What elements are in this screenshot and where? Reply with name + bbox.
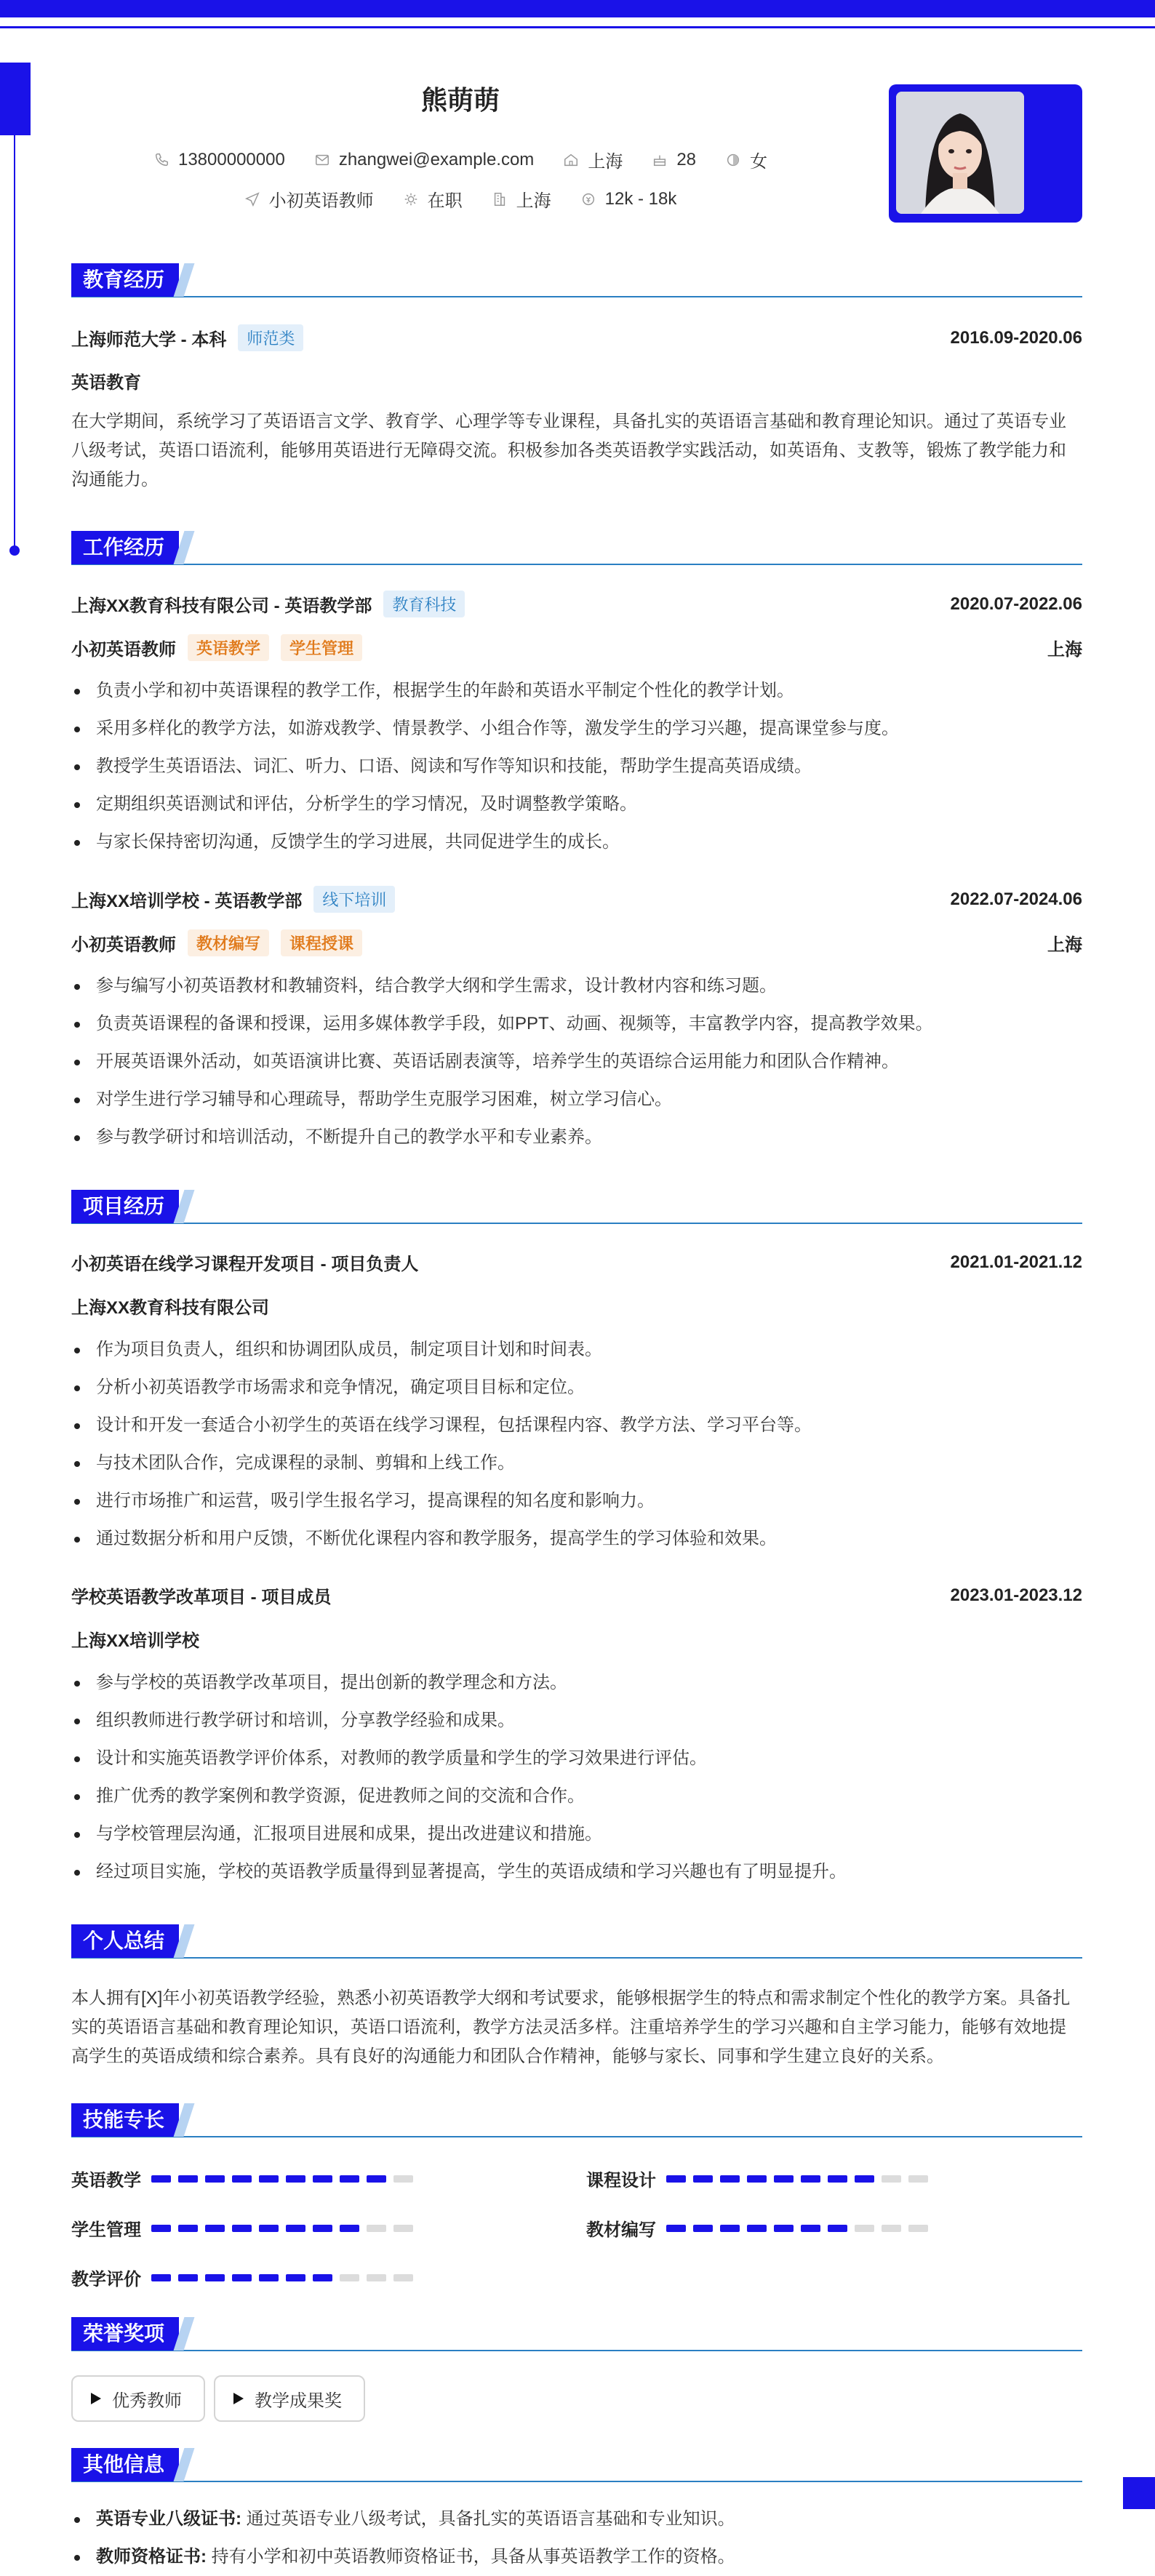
project-1-header bbox=[71, 1249, 1082, 1275]
skill-level-segment bbox=[232, 2225, 252, 2232]
send-icon bbox=[244, 191, 260, 207]
skill-level-segment bbox=[151, 2274, 171, 2281]
skill-level-segment bbox=[693, 2175, 713, 2183]
skill-level-segment bbox=[232, 2175, 252, 2183]
list-item: 参与学校的英语教学改革项目，提出创新的教学理念和方法。 bbox=[71, 1664, 1082, 1702]
work-1-location: 上海 bbox=[1047, 640, 1082, 660]
skill-level-segment bbox=[313, 2225, 332, 2232]
award-badge bbox=[214, 2375, 365, 2422]
project-1-date: 2021.01-2021.12 bbox=[950, 1252, 1082, 1272]
skill-level-segment bbox=[774, 2175, 794, 2183]
home-icon bbox=[563, 152, 579, 168]
skill-level-segment bbox=[286, 2175, 305, 2183]
skill-level-segment bbox=[313, 2175, 332, 2183]
work-section-header bbox=[71, 531, 1082, 564]
skill-item bbox=[586, 2166, 935, 2191]
school-name: 上海师范大学 - 本科 bbox=[71, 330, 227, 350]
skill-level-segment bbox=[720, 2175, 740, 2183]
skills-section bbox=[71, 2103, 1082, 2137]
summary-section-title: 个人总结 bbox=[71, 1924, 179, 1958]
skill-level-segment bbox=[855, 2175, 874, 2183]
target-city-info bbox=[492, 186, 551, 212]
skill-level-segment bbox=[205, 2225, 225, 2232]
work-1-duties bbox=[71, 672, 1082, 861]
skill-level-segment bbox=[178, 2225, 198, 2232]
work-2-date: 2022.07-2024.06 bbox=[950, 889, 1082, 909]
work-2-role: 小初英语教师 bbox=[71, 935, 176, 955]
work-1-skill-tag: 英语教学 bbox=[188, 634, 269, 661]
skill-level-segment bbox=[666, 2225, 686, 2232]
other-text: 持有小学和初中英语教师资格证书，具备从事英语教学工作的资格。 bbox=[211, 2547, 735, 2567]
work-2-duties bbox=[71, 967, 1082, 1156]
list-item: 与学校管理层沟通，汇报项目进展和成果，提出改进建议和措施。 bbox=[71, 1815, 1082, 1853]
project-section-title: 项目经历 bbox=[71, 1190, 179, 1223]
other-section-header bbox=[71, 2448, 1082, 2481]
list-item: 推广优秀的教学案例和教学资源，促进教师之间的交流和合作。 bbox=[71, 1777, 1082, 1815]
top-accent-bar bbox=[0, 0, 1155, 17]
skill-level-segment bbox=[393, 2175, 413, 2183]
skill-level-segment bbox=[908, 2225, 928, 2232]
list-item bbox=[71, 2500, 1082, 2538]
building-icon bbox=[492, 191, 508, 207]
skill-item bbox=[586, 2215, 935, 2241]
list-item: 作为项目负责人，组织和协调团队成员，制定项目计划和时间表。 bbox=[71, 1331, 1082, 1369]
skill-level-segment bbox=[367, 2274, 386, 2281]
award-label: 教学成果奖 bbox=[255, 2391, 342, 2411]
work-2-company: 上海XX培训学校 - 英语教学部 bbox=[71, 892, 303, 911]
project-2-date: 2023.01-2023.12 bbox=[950, 1585, 1082, 1605]
list-item: 设计和实施英语教学评价体系，对教师的教学质量和学生的学习效果进行评估。 bbox=[71, 1740, 1082, 1777]
skill-level-segment bbox=[286, 2274, 305, 2281]
education-section-header bbox=[71, 263, 1082, 297]
skills-section-title: 技能专长 bbox=[71, 2103, 179, 2137]
education-section-title: 教育经历 bbox=[71, 263, 179, 297]
age-info bbox=[652, 150, 696, 170]
skill-level-segment bbox=[367, 2225, 386, 2232]
skill-level-bar bbox=[666, 2225, 935, 2232]
other-section-title: 其他信息 bbox=[71, 2448, 179, 2481]
salary-text: 12k - 18k bbox=[604, 188, 677, 209]
skill-level-segment bbox=[259, 2274, 279, 2281]
list-item: 负责小学和初中英语课程的教学工作，根据学生的年龄和英语水平制定个性化的教学计划。 bbox=[71, 672, 1082, 710]
award-badge bbox=[71, 2375, 205, 2422]
skill-level-segment bbox=[747, 2175, 767, 2183]
skill-level-segment bbox=[747, 2225, 767, 2232]
target-city-text: 上海 bbox=[516, 191, 551, 211]
skill-level-segment bbox=[259, 2175, 279, 2183]
other-section bbox=[71, 2448, 1082, 2481]
other-text: 通过英语专业八级考试，具备扎实的英语语言基础和专业知识。 bbox=[246, 2509, 735, 2529]
skill-name: 教学评价 bbox=[71, 2270, 141, 2289]
skill-level-segment bbox=[340, 2274, 359, 2281]
status-info bbox=[403, 186, 463, 212]
education-description: 在大学期间，系统学习了英语语言文学、教育学、心理学等专业课程，具备扎实的英语语言基础和教育理论知识。通过了英语专业八级考试，英语口语流利，能够用英语进行无障碍交流。积极参加各类英语教学实践活动，如英语角、支教等，锻炼了教学能力和沟通能力。 bbox=[71, 412, 1066, 489]
list-item: 参与编写小初英语教材和教辅资料，结合教学大纲和学生需求，设计教材内容和练习题。 bbox=[71, 967, 1082, 1005]
skill-level-segment bbox=[666, 2175, 686, 2183]
play-icon bbox=[233, 2392, 244, 2405]
list-item: 组织教师进行教学研讨和培训，分享教学经验和成果。 bbox=[71, 1702, 1082, 1740]
list-item: 进行市场推广和运营，吸引学生报名学习，提高课程的知名度和影响力。 bbox=[71, 1482, 1082, 1520]
skill-level-segment bbox=[151, 2225, 171, 2232]
work-1-skill-tag: 学生管理 bbox=[281, 634, 362, 661]
skill-name: 英语教学 bbox=[71, 2171, 141, 2191]
skill-level-segment bbox=[393, 2225, 413, 2232]
project-1-items bbox=[71, 1331, 1082, 1558]
gender-icon bbox=[725, 152, 741, 168]
education-row bbox=[71, 324, 1082, 351]
right-accent-block bbox=[1123, 2477, 1155, 2509]
skill-level-bar bbox=[151, 2175, 420, 2183]
skill-level-bar bbox=[666, 2175, 935, 2183]
top-accent-line bbox=[0, 26, 1155, 28]
summary-text: 本人拥有[X]年小初英语教学经验，熟悉小初英语教学大纲和考试要求，能够根据学生的特点和需求制定个性化的教学方案。具备扎实的英语语言基础和教育理论知识，英语口语流利，教学方法灵活多样。注重培养学生的学习兴趣和自主学习能力，能够有效地提高学生的英语成绩和综合素养。具有良好的沟通能力和团队合作精神，能够与家长、同事和学生建立良好的关系。 bbox=[71, 1988, 1071, 2066]
skill-level-segment bbox=[882, 2175, 901, 2183]
project-1-title: 小初英语在线学习课程开发项目 - 项目负责人 bbox=[71, 1255, 419, 1274]
project-2-header bbox=[71, 1583, 1082, 1608]
skill-level-segment bbox=[720, 2225, 740, 2232]
city-text: 上海 bbox=[588, 152, 623, 172]
education-section bbox=[71, 263, 1082, 297]
work-1-role: 小初英语教师 bbox=[71, 640, 176, 660]
resume-header bbox=[71, 80, 1082, 233]
skill-level-segment bbox=[393, 2274, 413, 2281]
email-info bbox=[314, 150, 535, 170]
target-job-info bbox=[244, 186, 374, 212]
avatar-photo bbox=[896, 92, 1024, 214]
skill-level-bar bbox=[151, 2225, 420, 2232]
gender-text: 女 bbox=[750, 152, 768, 172]
skill-level-segment bbox=[178, 2274, 198, 2281]
money-icon bbox=[580, 191, 596, 207]
mail-icon bbox=[314, 152, 330, 168]
list-item: 负责英语课程的备课和授课，运用多媒体教学手段，如PPT、动画、视频等，丰富教学内容，提高教学效果。 bbox=[71, 1005, 1082, 1043]
project-2-title: 学校英语教学改革项目 - 项目成员 bbox=[71, 1588, 332, 1607]
major-text: 英语教育 bbox=[71, 373, 141, 393]
project-section-header bbox=[71, 1190, 1082, 1223]
skill-name: 课程设计 bbox=[586, 2171, 656, 2191]
other-info-list bbox=[71, 2500, 1082, 2576]
skill-level-bar bbox=[151, 2274, 420, 2281]
gear-icon bbox=[403, 191, 419, 207]
major-row bbox=[71, 368, 1082, 393]
email-text: zhangwei@example.com bbox=[338, 149, 535, 169]
list-item: 教授学生英语语法、词汇、听力、口语、阅读和写作等知识和技能，帮助学生提高英语成绩。 bbox=[71, 748, 1082, 785]
skill-level-segment bbox=[340, 2175, 359, 2183]
awards-section-header bbox=[71, 2317, 1082, 2351]
status-text: 在职 bbox=[427, 191, 463, 211]
skill-level-segment bbox=[801, 2175, 820, 2183]
other-label: 教师资格证书: bbox=[96, 2547, 207, 2567]
skill-level-segment bbox=[205, 2274, 225, 2281]
left-accent-rail bbox=[14, 135, 15, 550]
salary-info bbox=[580, 189, 677, 209]
work-1-role-row bbox=[71, 634, 1082, 661]
skills-section-header bbox=[71, 2103, 1082, 2137]
phone-icon bbox=[153, 152, 169, 168]
skill-level-segment bbox=[178, 2175, 198, 2183]
list-item: 通过数据分析和用户反馈，不断优化课程内容和教学服务，提高学生的学习体验和效果。 bbox=[71, 1520, 1082, 1558]
list-item: 设计和开发一套适合小初学生的英语在线学习课程，包括课程内容、教学方法、学习平台等。 bbox=[71, 1407, 1082, 1444]
skill-level-segment bbox=[259, 2225, 279, 2232]
project-2-org-row bbox=[71, 1626, 1082, 1652]
list-item: 参与教学研讨和培训活动，不断提升自己的教学水平和专业素养。 bbox=[71, 1119, 1082, 1156]
work-2-header bbox=[71, 886, 1082, 913]
skill-level-segment bbox=[232, 2274, 252, 2281]
skill-level-segment bbox=[828, 2225, 847, 2232]
awards-section-title: 荣誉奖项 bbox=[71, 2317, 179, 2351]
skill-level-segment bbox=[367, 2175, 386, 2183]
list-item: 与技术团队合作，完成课程的录制、剪辑和上线工作。 bbox=[71, 1444, 1082, 1482]
project-2-org: 上海XX培训学校 bbox=[71, 1631, 200, 1651]
age-text: 28 bbox=[676, 149, 697, 169]
skill-level-segment bbox=[693, 2225, 713, 2232]
skill-item bbox=[71, 2265, 420, 2290]
project-section bbox=[71, 1190, 1082, 1223]
other-label: 英语专业八级证书: bbox=[96, 2509, 241, 2529]
work-2-skill-tag: 课程授课 bbox=[281, 929, 362, 956]
award-label: 优秀教师 bbox=[112, 2391, 182, 2411]
photo-frame bbox=[889, 84, 1082, 223]
skill-level-segment bbox=[205, 2175, 225, 2183]
skill-level-segment bbox=[151, 2175, 171, 2183]
school-tag: 师范类 bbox=[238, 324, 303, 351]
skill-level-segment bbox=[908, 2175, 928, 2183]
skill-level-segment bbox=[286, 2225, 305, 2232]
skill-level-segment bbox=[340, 2225, 359, 2232]
skill-level-segment bbox=[855, 2225, 874, 2232]
cake-icon bbox=[652, 152, 668, 168]
awards-section bbox=[71, 2317, 1082, 2351]
work-section bbox=[71, 531, 1082, 564]
left-accent-dot bbox=[9, 545, 20, 556]
skill-item bbox=[71, 2166, 420, 2191]
skill-level-segment bbox=[313, 2274, 332, 2281]
skill-level-segment bbox=[828, 2175, 847, 2183]
work-2-location: 上海 bbox=[1047, 935, 1082, 955]
job-intent-row bbox=[71, 186, 850, 212]
work-2-skill-tag: 教材编写 bbox=[188, 929, 269, 956]
list-item: 分析小初英语教学市场需求和竞争情况，确定项目目标和定位。 bbox=[71, 1369, 1082, 1407]
work-2-role-row bbox=[71, 929, 1082, 956]
skill-name: 教材编写 bbox=[586, 2220, 656, 2240]
work-1-header bbox=[71, 591, 1082, 617]
work-1-tag: 教育科技 bbox=[383, 591, 465, 617]
work-1-company: 上海XX教育科技有限公司 - 英语教学部 bbox=[71, 596, 372, 616]
list-item: 定期组织英语测试和评估，分析学生的学习情况，及时调整教学策略。 bbox=[71, 785, 1082, 823]
skill-level-segment bbox=[882, 2225, 901, 2232]
city-info bbox=[563, 147, 623, 172]
candidate-name: 熊萌萌 bbox=[420, 85, 500, 115]
list-item: 与家长保持密切沟通，反馈学生的学习进展，共同促进学生的成长。 bbox=[71, 823, 1082, 861]
list-item: 采用多样化的教学方法，如游戏教学、情景教学、小组合作等，激发学生的学习兴趣，提高课堂参与度。 bbox=[71, 710, 1082, 748]
play-icon bbox=[90, 2392, 102, 2405]
skill-level-segment bbox=[801, 2225, 820, 2232]
work-2-tag: 线下培训 bbox=[313, 886, 395, 913]
work-1-date: 2020.07-2022.06 bbox=[950, 593, 1082, 614]
work-section-title: 工作经历 bbox=[71, 531, 179, 564]
summary-section bbox=[71, 1924, 1082, 1958]
skill-level-segment bbox=[774, 2225, 794, 2232]
left-accent-block bbox=[0, 63, 31, 135]
list-item: 开展英语课外活动，如英语演讲比赛、英语话剧表演等，培养学生的英语综合运用能力和团队合作精神。 bbox=[71, 1043, 1082, 1081]
phone-info bbox=[153, 150, 285, 170]
list-item: 对学生进行学习辅导和心理疏导，帮助学生克服学习困难，树立学习信心。 bbox=[71, 1081, 1082, 1119]
project-1-org-row bbox=[71, 1293, 1082, 1319]
gender-info bbox=[725, 147, 767, 172]
project-1-org: 上海XX教育科技有限公司 bbox=[71, 1298, 270, 1318]
skill-item bbox=[71, 2215, 420, 2241]
skill-name: 学生管理 bbox=[71, 2220, 141, 2240]
project-2-items bbox=[71, 1664, 1082, 1891]
summary-section-header bbox=[71, 1924, 1082, 1958]
list-item: 经过项目实施，学校的英语教学质量得到显著提高，学生的英语成绩和学习兴趣也有了明显提升。 bbox=[71, 1853, 1082, 1891]
target-job-text: 小初英语教师 bbox=[268, 191, 374, 211]
phone-text: 13800000000 bbox=[177, 149, 285, 169]
contact-row bbox=[71, 147, 850, 172]
list-item bbox=[71, 2538, 1082, 2576]
education-date: 2016.09-2020.06 bbox=[950, 327, 1082, 348]
